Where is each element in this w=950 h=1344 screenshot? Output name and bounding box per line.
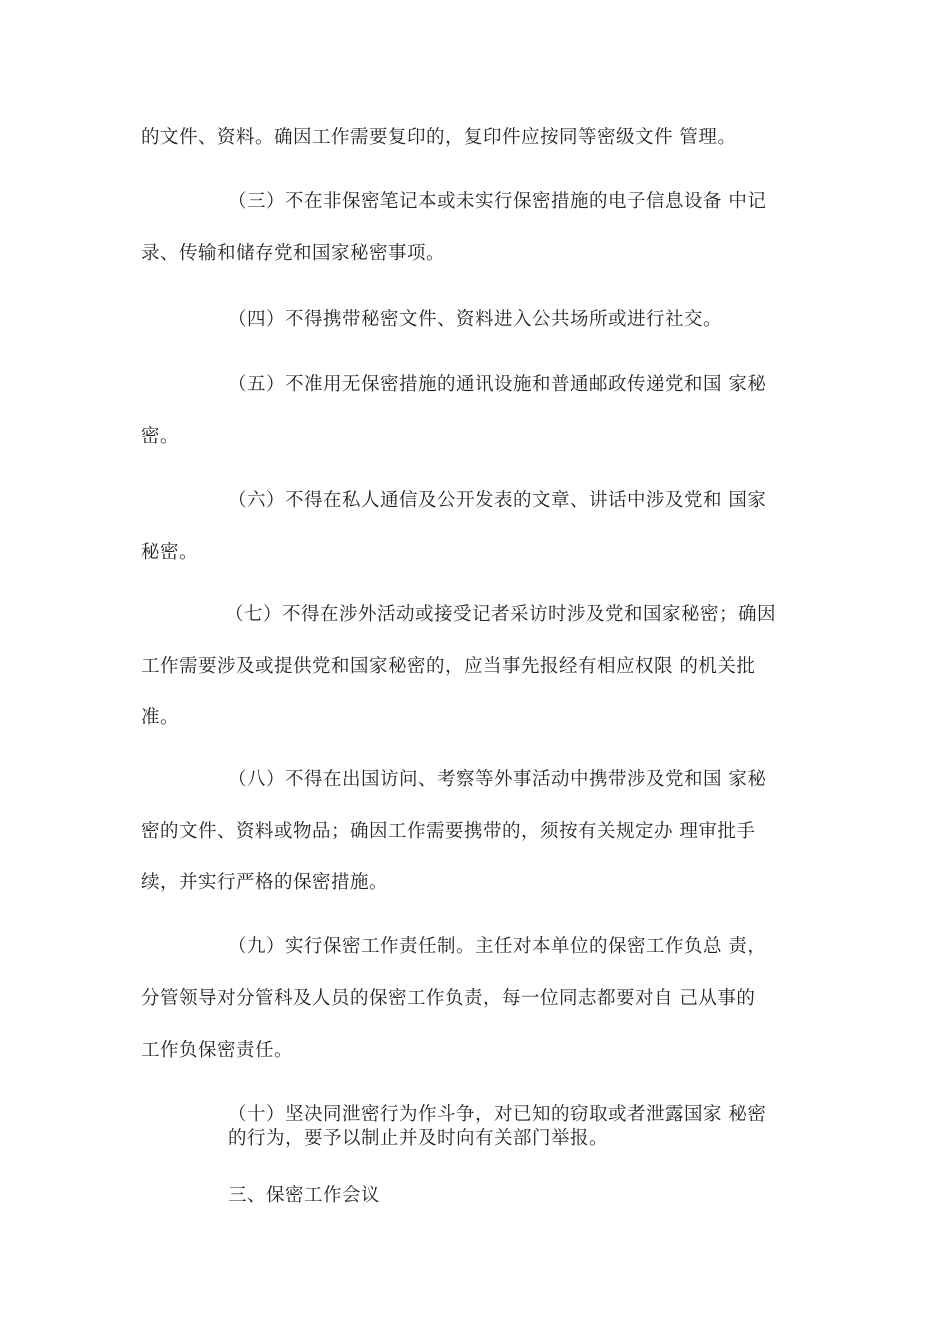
paragraph-line: （四）不得携带秘密文件、资料进入公共场所或进行社交。 — [228, 309, 723, 330]
paragraph-line: 工作负保密责任。 — [141, 1040, 294, 1061]
paragraph-line: （七）不得在涉外活动或接受记者采访时涉及党和国家秘密；确因 — [225, 604, 777, 625]
paragraph-line: （八）不得在出国访问、考察等外事活动中携带涉及党和国 家秘 — [228, 769, 767, 790]
paragraph-line: 准。 — [141, 707, 180, 728]
paragraph-line: （三）不在非保密笔记本或未实行保密措施的电子信息设备 中记 — [228, 191, 767, 212]
paragraph-line: 分管领导对分管科及人员的保密工作负责，每一位同志都要对自 己从事的 — [141, 988, 756, 1009]
paragraph-line: 的行为，要予以制止并及时向有关部门举报。 — [228, 1128, 609, 1149]
paragraph-line: 工作需要涉及或提供党和国家秘密的，应当事先报经有相应权限 的机关批 — [141, 656, 756, 677]
paragraph-line: （九）实行保密工作责任制。主任对本单位的保密工作负总 责， — [228, 936, 767, 957]
paragraph-line: 秘密。 — [141, 542, 199, 563]
paragraph-line: 密。 — [141, 426, 180, 447]
paragraph-line: 密的文件、资料或物品；确因工作需要携带的，须按有关规定办 理审批手 — [141, 821, 756, 842]
paragraph-line: 的文件、资料。确因工作需要复印的，复印件应按同等密级文件 管理。 — [141, 127, 737, 148]
paragraph-line: （十）坚决同泄密行为作斗争，对已知的窃取或者泄露国家 秘密 — [228, 1104, 767, 1125]
paragraph-line: （五）不准用无保密措施的通讯设施和普通邮政传递党和国 家秘 — [228, 374, 767, 395]
paragraph-line: 续，并实行严格的保密措施。 — [141, 872, 389, 893]
paragraph-line: 录、传输和储存党和国家秘密事项。 — [141, 243, 446, 264]
section-heading: 三、保密工作会议 — [228, 1185, 381, 1206]
paragraph-line: （六）不得在私人通信及公开发表的文章、讲话中涉及党和 国家 — [228, 490, 767, 511]
